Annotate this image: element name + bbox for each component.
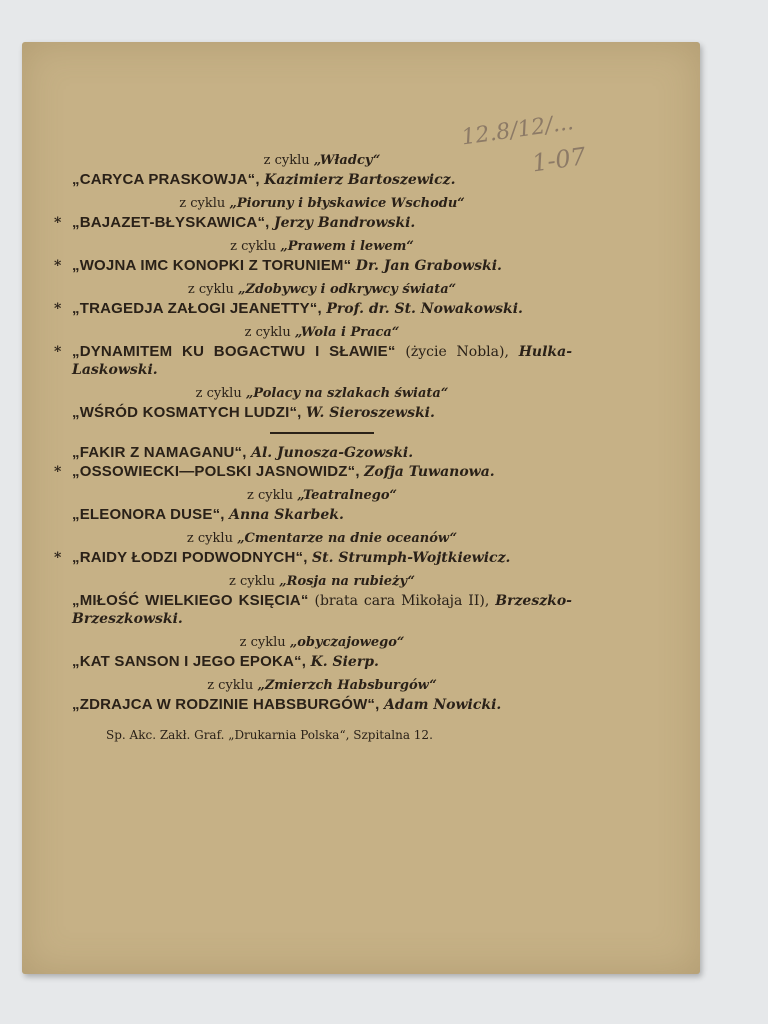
cycle-heading: z cyklu „obyczajowego“ bbox=[239, 635, 405, 650]
book-title: „KAT SANSON I JEGO EPOKA“, bbox=[72, 653, 307, 670]
cycle-heading: z cyklu „Cmentarze na dnie oceanów“ bbox=[186, 531, 458, 546]
cycle-heading: z cyklu „Zdobywcy i odkrywcy świata“ bbox=[187, 282, 457, 297]
book-author: K. Sierp. bbox=[310, 654, 379, 670]
book-author: Adam Nowicki. bbox=[383, 697, 502, 713]
book-entry: * „DYNAMITEM KU BOGACTWU I SŁAWIE“ (życie Nobla), Hulka-Laskowski. bbox=[54, 343, 573, 378]
book-entry bbox=[72, 696, 572, 714]
book-title: „TRAGEDJA ZAŁOGI JEANETTY“, bbox=[72, 300, 322, 317]
book-entry: * „TRAGEDJA ZAŁOGI JEANETTY“, Prof. dr. St. Nowakowski. bbox=[54, 300, 523, 317]
book-author: Kazimierz Bartoszewicz. bbox=[264, 172, 456, 188]
book-title: „WŚRÓD KOSMATYCH LUDZI“, bbox=[72, 404, 302, 421]
book-title: „BAJAZET-BŁYSKAWICA“, bbox=[72, 214, 270, 231]
book-title: „WOJNA IMC KONOPKI Z TORUNIEM“ bbox=[72, 257, 352, 274]
book-author: Dr. Jan Grabowski. bbox=[355, 258, 502, 274]
divider bbox=[270, 432, 374, 434]
handwriting-line-1: 12.8/12/... bbox=[459, 110, 576, 151]
book-author: Hulka-Laskowski. bbox=[72, 344, 573, 378]
book-author: Prof. dr. St. Nowakowski. bbox=[326, 301, 523, 317]
cycle-heading: z cyklu „Teatralnego“ bbox=[246, 488, 397, 503]
cycle-heading: z cyklu „Prawem i lewem“ bbox=[230, 239, 414, 254]
cycle-heading: z cyklu „Władcy“ bbox=[263, 153, 381, 168]
book-title: „RAIDY ŁODZI PODWODNYCH“, bbox=[72, 549, 308, 566]
book-entry bbox=[72, 404, 572, 422]
book-author: W. Sieroszewski. bbox=[305, 405, 435, 421]
book-entry bbox=[72, 653, 572, 671]
book-title: „ZDRAJCA W RODZINIE HABSBURGÓW“, bbox=[72, 696, 380, 713]
book-title: „MIŁOŚĆ WIELKIEGO KSIĘCIA“ bbox=[72, 592, 309, 609]
cycle-heading: z cyklu „Polacy na szlakach świata“ bbox=[195, 386, 449, 401]
cycle-heading: z cyklu „Pioruny i błyskawice Wschodu“ bbox=[179, 196, 465, 211]
book-entry: * „BAJAZET-BŁYSKAWICA“, Jerzy Bandrowski. bbox=[54, 214, 416, 231]
book-entry: * „RAIDY ŁODZI PODWODNYCH“, St. Strumph-Wojtkiewicz. bbox=[54, 549, 511, 566]
book-author: Al. Junosza-Gzowski. bbox=[251, 445, 414, 461]
cycle-heading: z cyklu „Zmierzch Habsburgów“ bbox=[207, 678, 437, 693]
book-entry bbox=[72, 444, 572, 462]
book-author: St. Strumph-Wojtkiewicz. bbox=[312, 550, 511, 566]
cycle-heading: z cyklu „Wola i Praca“ bbox=[244, 325, 400, 340]
cycle-heading: z cyklu „Rosja na rubieży“ bbox=[229, 574, 415, 589]
book-entry bbox=[72, 592, 572, 628]
book-entry bbox=[72, 171, 572, 189]
book-entry: * „OSSOWIECKI—POLSKI JASNOWIDZ“, Zofja Tuwanowa. bbox=[54, 463, 495, 480]
book-author: Brzeszko-Brzeszkowski. bbox=[72, 593, 572, 627]
book-note: (brata cara Mikołaja II), bbox=[314, 593, 490, 609]
book-author: Jerzy Bandrowski. bbox=[274, 215, 416, 231]
book-title: „CARYCA PRASKOWJA“, bbox=[72, 171, 260, 188]
book-note: (życie Nobla), bbox=[405, 344, 509, 360]
book-title: „FAKIR Z NAMAGANU“, bbox=[72, 444, 247, 461]
printer-imprint: Sp. Akc. Zakł. Graf. „Drukarnia Polska“, Szpitalna 12. bbox=[106, 728, 433, 742]
book-author: Anna Skarbek. bbox=[229, 507, 344, 523]
book-title: „DYNAMITEM KU BOGACTWU I SŁAWIE“ bbox=[72, 343, 396, 360]
book-entry bbox=[72, 506, 572, 524]
book-title: „ELEONORA DUSE“, bbox=[72, 506, 225, 523]
book-title: „OSSOWIECKI—POLSKI JASNOWIDZ“, bbox=[72, 463, 360, 480]
handwriting-line-2: 1-07 bbox=[530, 142, 588, 174]
book-entry: * „WOJNA IMC KONOPKI Z TORUNIEM“ Dr. Jan Grabowski. bbox=[54, 257, 502, 274]
book-list bbox=[54, 146, 573, 744]
book-author: Zofja Tuwanowa. bbox=[364, 464, 495, 480]
